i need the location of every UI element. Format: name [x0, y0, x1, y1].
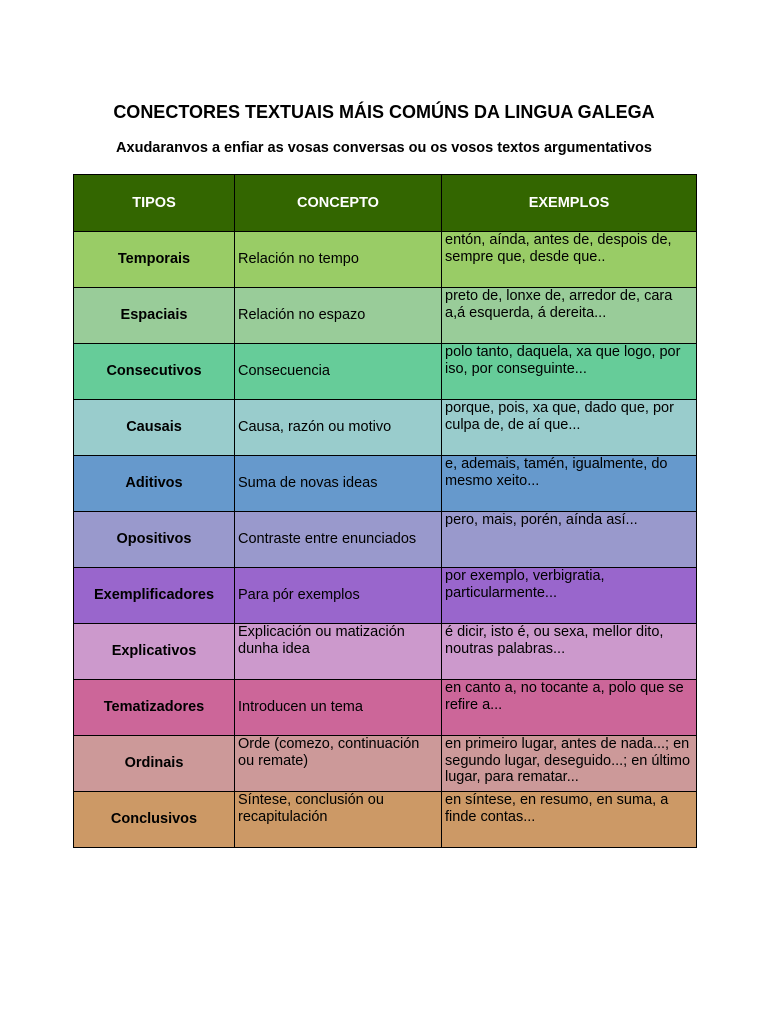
row-concepto: Consecuencia: [235, 344, 442, 400]
header-concepto: CONCEPTO: [235, 175, 442, 232]
row-tipo: Causais: [74, 400, 235, 456]
row-tipo: Opositivos: [74, 512, 235, 568]
row-concepto: Contraste entre enunciados: [235, 512, 442, 568]
page-title: CONECTORES TEXTUAIS MÁIS COMÚNS DA LINGUA GALEGA: [113, 102, 655, 122]
row-exemplos: en canto a, no tocante a, polo que se refire a...: [442, 680, 697, 736]
row-tipo: Explicativos: [74, 624, 235, 680]
row-tipo: Consecutivos: [74, 344, 235, 400]
row-tipo: Exemplificadores: [74, 568, 235, 624]
header-exemplos: EXEMPLOS: [442, 175, 697, 232]
row-tipo: Conclusivos: [74, 792, 235, 848]
row-tipo: Tematizadores: [74, 680, 235, 736]
page-subtitle: Axudaranvos a enfiar as vosas conversas ou os vosos textos argumentativos: [116, 140, 652, 156]
row-exemplos: por exemplo, verbigratia, particularmente...: [442, 568, 697, 624]
row-exemplos: porque, pois, xa que, dado que, por culpa de, de aí que...: [442, 400, 697, 456]
row-exemplos: en primeiro lugar, antes de nada...; en segundo lugar, deseguido...; en último lugar, para rematar...: [442, 736, 697, 792]
row-exemplos: en síntese, en resumo, en suma, a finde contas...: [442, 792, 697, 848]
row-concepto: Relación no espazo: [235, 288, 442, 344]
table-row: [74, 624, 697, 680]
row-concepto: Síntese, conclusión ou recapitulación: [235, 792, 442, 848]
table-row: [74, 232, 697, 288]
row-exemplos: polo tanto, daquela, xa que logo, por iso, por conseguinte...: [442, 344, 697, 400]
row-concepto: Suma de novas ideas: [235, 456, 442, 512]
table-row: [74, 568, 697, 624]
table-row: [74, 456, 697, 512]
row-tipo: Ordinais: [74, 736, 235, 792]
table-row: [74, 344, 697, 400]
row-tipo: Espaciais: [74, 288, 235, 344]
table-row: [74, 680, 697, 736]
connectors-table: [73, 174, 697, 848]
table-row: [74, 400, 697, 456]
row-concepto: Para pór exemplos: [235, 568, 442, 624]
row-concepto: Causa, razón ou motivo: [235, 400, 442, 456]
row-concepto: Explicación ou matización dunha idea: [235, 624, 442, 680]
row-exemplos: e, ademais, tamén, igualmente, do mesmo xeito...: [442, 456, 697, 512]
table-row: [74, 792, 697, 848]
table-header-row: [74, 175, 697, 232]
row-exemplos: é dicir, isto é, ou sexa, mellor dito, noutras palabras...: [442, 624, 697, 680]
row-exemplos: preto de, lonxe de, arredor de, cara a,á esquerda, á dereita...: [442, 288, 697, 344]
row-tipo: Aditivos: [74, 456, 235, 512]
row-concepto: Introducen un tema: [235, 680, 442, 736]
row-exemplos: entón, aínda, antes de, despois de, sempre que, desde que..: [442, 232, 697, 288]
table-body: [74, 232, 697, 848]
row-tipo: Temporais: [74, 232, 235, 288]
row-exemplos: pero, mais, porén, aínda así...: [442, 512, 697, 568]
row-concepto: Orde (comezo, continuación ou remate): [235, 736, 442, 792]
table-row: [74, 736, 697, 792]
row-concepto: Relación no tempo: [235, 232, 442, 288]
table-row: [74, 288, 697, 344]
header-tipos: TIPOS: [74, 175, 235, 232]
table-row: [74, 512, 697, 568]
